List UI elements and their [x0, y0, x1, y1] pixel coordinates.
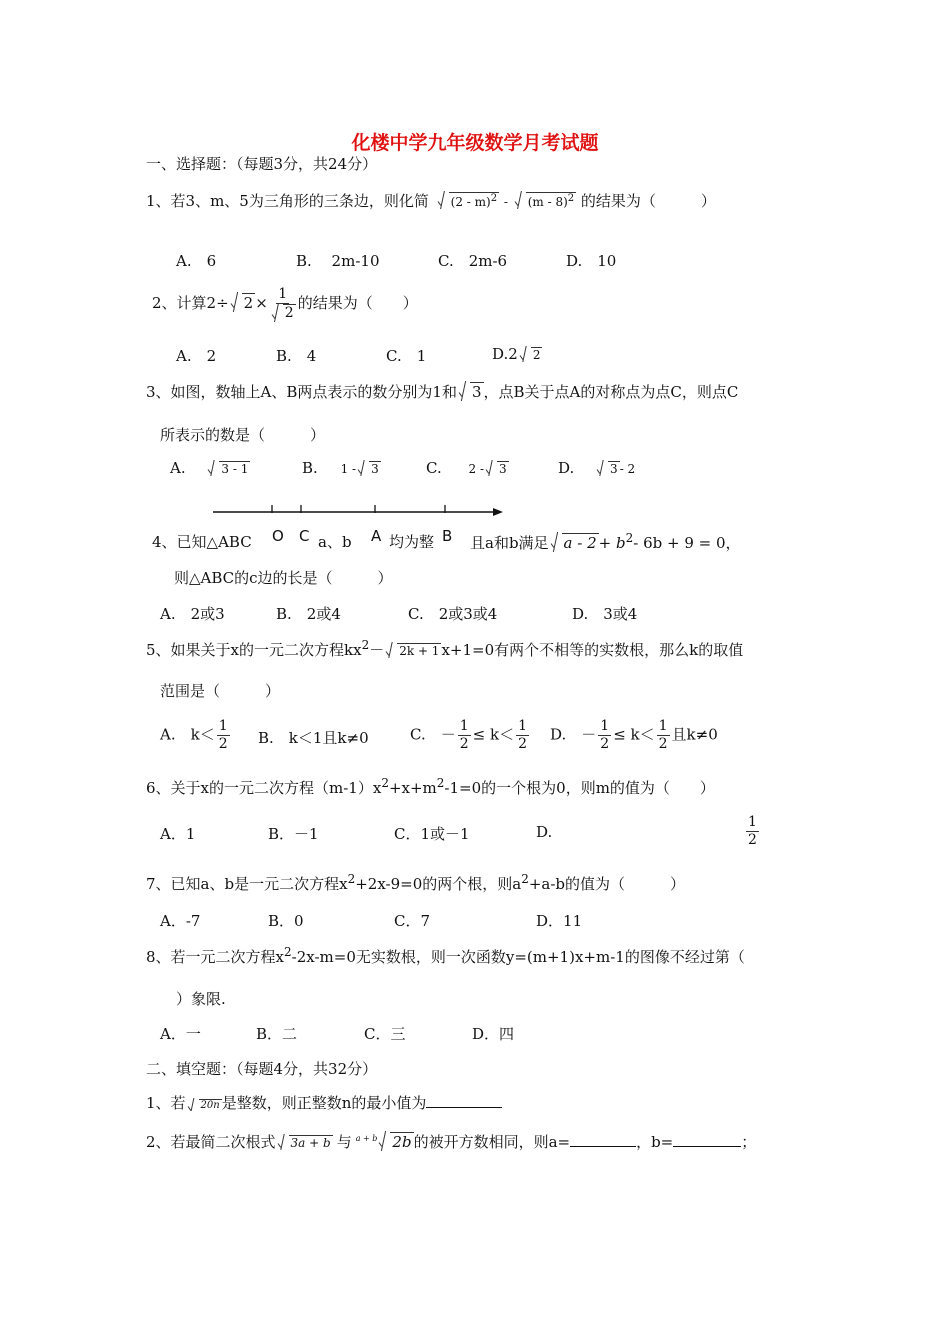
q7-option-b: B．0	[268, 912, 304, 930]
fill-question-1: 1、若 20n 是整数，则正整数n的最小值为	[146, 1092, 502, 1113]
f2-answer-blank-b[interactable]	[673, 1146, 741, 1147]
q1-option-b: B. 2m-10	[296, 252, 380, 270]
q4-stem-mid1: a、b	[318, 533, 352, 551]
q7-option-d: D．11	[536, 912, 583, 930]
q3-radical: 3	[459, 382, 484, 401]
axis-label-b: B	[442, 527, 453, 545]
q2-fraction: $\frac{1}{2}$	[270, 286, 296, 322]
question-6: 6、关于x的一元二次方程$(m-1)x^2+x+m^2-1=0$的一个根为0，则m的值为（ ）	[146, 776, 715, 797]
question-5: 5、如果关于x的一元二次方程$kx^2- 2k + 1$ x+1=0有两个不相等的实数根，那么k的取值	[146, 638, 744, 659]
f2-answer-blank-a[interactable]	[570, 1146, 636, 1147]
q7-option-c: C．7	[394, 912, 431, 930]
q4-stem-c: 则△ABC的c边的长是（ ）	[174, 569, 393, 587]
q4-option-c: C. 2或3或4	[408, 605, 498, 623]
q4-option-a: A. 2或3	[160, 605, 225, 623]
question-2	[152, 286, 418, 322]
q2-option-d: D.2 2	[492, 345, 541, 363]
q3-option-d: D. 3 - 2	[558, 459, 636, 477]
question-8: 8、若一元二次方程$x^2-2x-m=0$无实数根，则一次函数y=(m+1)x+m-1的图像不经过第（	[146, 945, 745, 966]
q6-option-d-fraction: $\frac{1}{2}$	[748, 814, 757, 848]
q1-stem-b: 的结果为（ ）	[580, 192, 716, 210]
axis-label-c: C	[299, 527, 310, 545]
q1-radical-1: (2 - m)$^2$	[438, 192, 499, 209]
page-title: 化楼中学九年级数学月考试题	[351, 132, 599, 154]
q5-stem-c: 范围是（ ）	[160, 682, 281, 700]
q8-option-d: D．四	[472, 1025, 515, 1043]
number-line	[213, 505, 503, 519]
q3-option-c: C. 2 - 3	[426, 459, 507, 477]
question-4	[152, 531, 252, 552]
q5-option-d: D. － $\frac{1}{2}$ ≤ k＜ $\frac{1}{2}$ 且k≠0	[550, 718, 718, 752]
q5-option-b: B. k＜1且k≠0	[258, 729, 369, 747]
q8-option-c: C．三	[364, 1025, 406, 1043]
q2-radical: 2	[231, 293, 256, 312]
q3-stem-a: 3、如图，数轴上A、B两点表示的数分别为1和	[146, 383, 457, 401]
q1-option-c: C. 2m-6	[438, 252, 508, 270]
q2-option-a: A. 2	[176, 347, 217, 365]
axis-label-o: O	[272, 527, 284, 545]
q2-option-c: C. 1	[386, 347, 427, 365]
q8-option-b: B．二	[256, 1025, 298, 1043]
q5-option-c: C. － $\frac{1}{2}$ ≤ k＜ $\frac{1}{2}$	[410, 718, 527, 752]
q8-stem-c: ）象限.	[176, 990, 226, 1008]
f1-answer-blank[interactable]	[426, 1107, 502, 1108]
q4-option-d: D. 3或4	[572, 605, 638, 623]
q3-stem-b: ，点B关于点A的对称点为点C，则点C	[483, 383, 739, 401]
q7-option-a: A．-7	[160, 912, 201, 930]
q1-stem-a: 1、若3、m、5为三角形的三条边，则化简	[146, 192, 429, 210]
q6-option-a: A．1	[160, 825, 196, 843]
q4-stem-mid2: 均为整	[389, 533, 435, 551]
q5-option-a: A. k＜ $\frac{1}{2}$	[160, 718, 228, 752]
q1-option-a: A. 6	[176, 252, 217, 270]
q4-stem-a: 4、已知△ABC	[152, 533, 252, 551]
axis-label-a: A	[371, 527, 382, 545]
q4-stem-b-line: 且a和b满足 $a - 2 + b^2-$ 6b + 9 = 0，	[470, 531, 741, 552]
q4-option-b: B. 2或4	[276, 605, 341, 623]
q2-option-b: B. 4	[276, 347, 317, 365]
q2-stem-a: 2、计算2÷	[152, 294, 229, 312]
question-1	[146, 190, 716, 211]
q2-times: ×	[255, 294, 268, 312]
q2-stem-b: 的结果为（ ）	[297, 294, 418, 312]
q3-option-a: A. 3 - 1	[170, 459, 249, 477]
q1-radical-2: (m - 8)$^2$	[515, 192, 576, 209]
question-3	[146, 381, 738, 402]
q6-option-c: C．1或－1	[394, 825, 470, 843]
section-heading-choice: 一、选择题：（每题3分，共24分）	[146, 155, 378, 173]
q8-option-a: A．一	[160, 1025, 201, 1043]
q3-option-b: B. 1 - 3	[302, 459, 379, 477]
q1-minus: -	[503, 195, 508, 209]
section-heading-fill: 二、填空题：（每题4分，共32分）	[146, 1060, 378, 1078]
q6-option-d: D.	[536, 823, 553, 841]
q6-option-b: B．－1	[268, 825, 319, 843]
question-7: 7、已知a、b是一元二次方程$x^2+2x-9=0$的两个根，则$a^2+a-b$的值为（ ）	[146, 872, 686, 893]
q1-option-d: D. 10	[566, 252, 617, 270]
fill-question-2: 2、若最简二次根式 3a + b 与 $^{a + b}$ 2b 的被开方数相同，则a= ，b= ；	[146, 1133, 757, 1151]
q3-stem-c: 所表示的数是（ ）	[160, 426, 326, 444]
